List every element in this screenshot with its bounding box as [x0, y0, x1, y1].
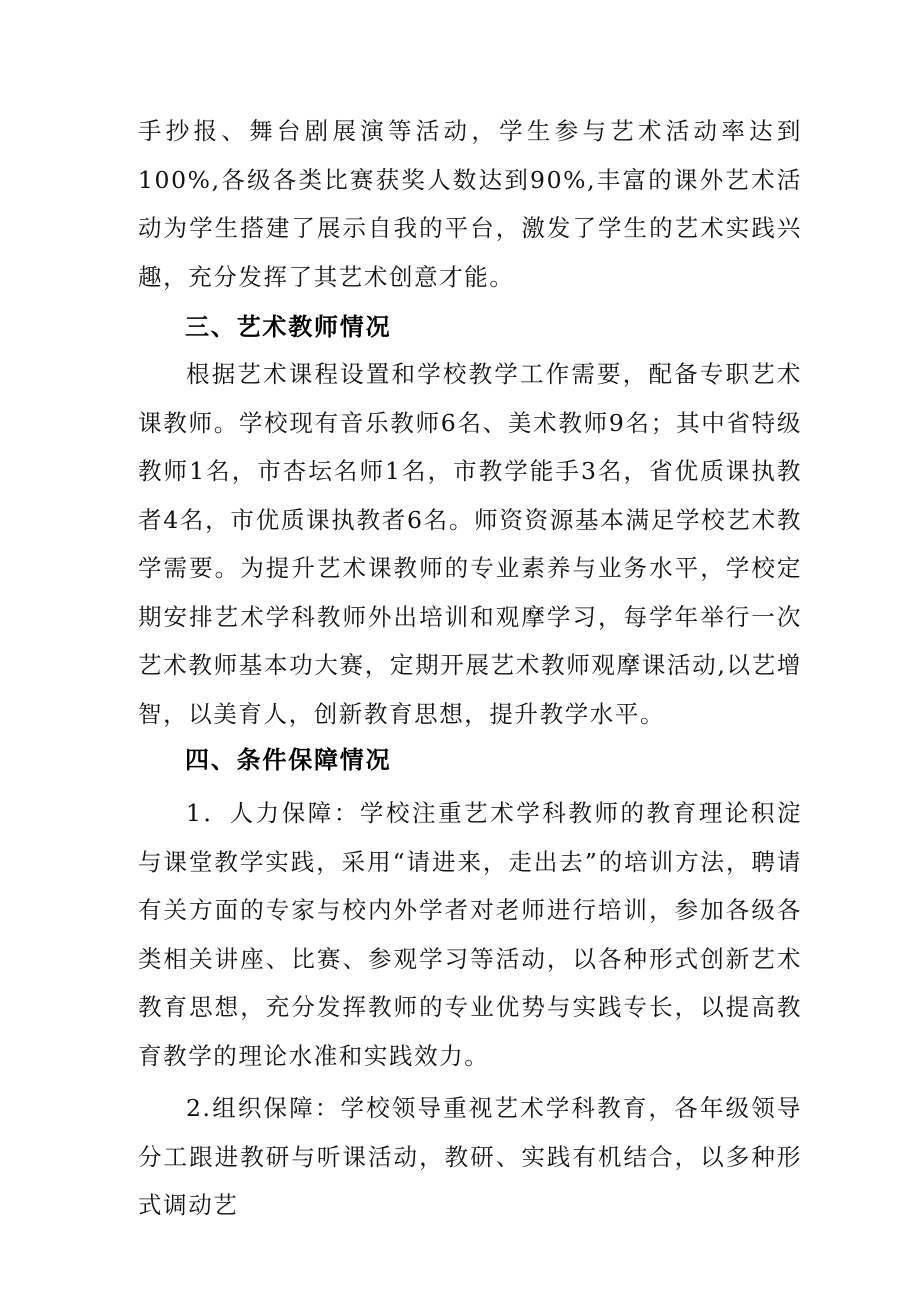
section-heading-art-teachers: 三、艺术教师情况	[185, 313, 392, 341]
section-heading-conditions: 四、条件保障情况	[185, 746, 392, 774]
paragraph-human-resources: 1．人力保障：学校注重艺术学科教师的教育理论积淀与课堂教学实践，采用“请进来，走出去”的培训方法，聘请有关方面的专家与校内外学者对老师进行培训，参加各级各类相关讲座、比赛、参观学习等活动，以各种形式创新艺术教育思想，充分发挥教师的专业优势与实践专长，以提高教育教学的理论水准和实践效力。	[138, 799, 802, 1070]
paragraph-teachers: 根据艺术课程设置和学校教学工作需要，配备专职艺术课教师。学校现有音乐教师6名、美术教师9名；其中省特级教师1名，市杏坛名师1名，市教学能手3名，省优质课执教者4名，市优质课执教者6名。师资资源基本满足学校艺术教学需要。为提升艺术课教师的专业素养与业务水平，学校定期安排艺术学科教师外出培训和观摩学习，每学年举行一次艺术教师基本功大赛，定期开展艺术教师观摩课活动,以艺增智，以美育人，创新教育思想，提升教学水平。	[138, 360, 802, 728]
paragraph-organization: 2.组织保障：学校领导重视艺术学科教育，各年级领导分工跟进教研与听课活动，教研、实践有机结合，以多种形式调动艺	[138, 1094, 802, 1219]
paragraph-activities: 手抄报、舞台剧展演等活动，学生参与艺术活动率达到100%,各级各类比赛获奖人数达到90%,丰富的课外艺术活动为学生搭建了展示自我的平台，激发了学生的艺术实践兴趣，充分发挥了其艺术创意才能。	[138, 117, 802, 291]
